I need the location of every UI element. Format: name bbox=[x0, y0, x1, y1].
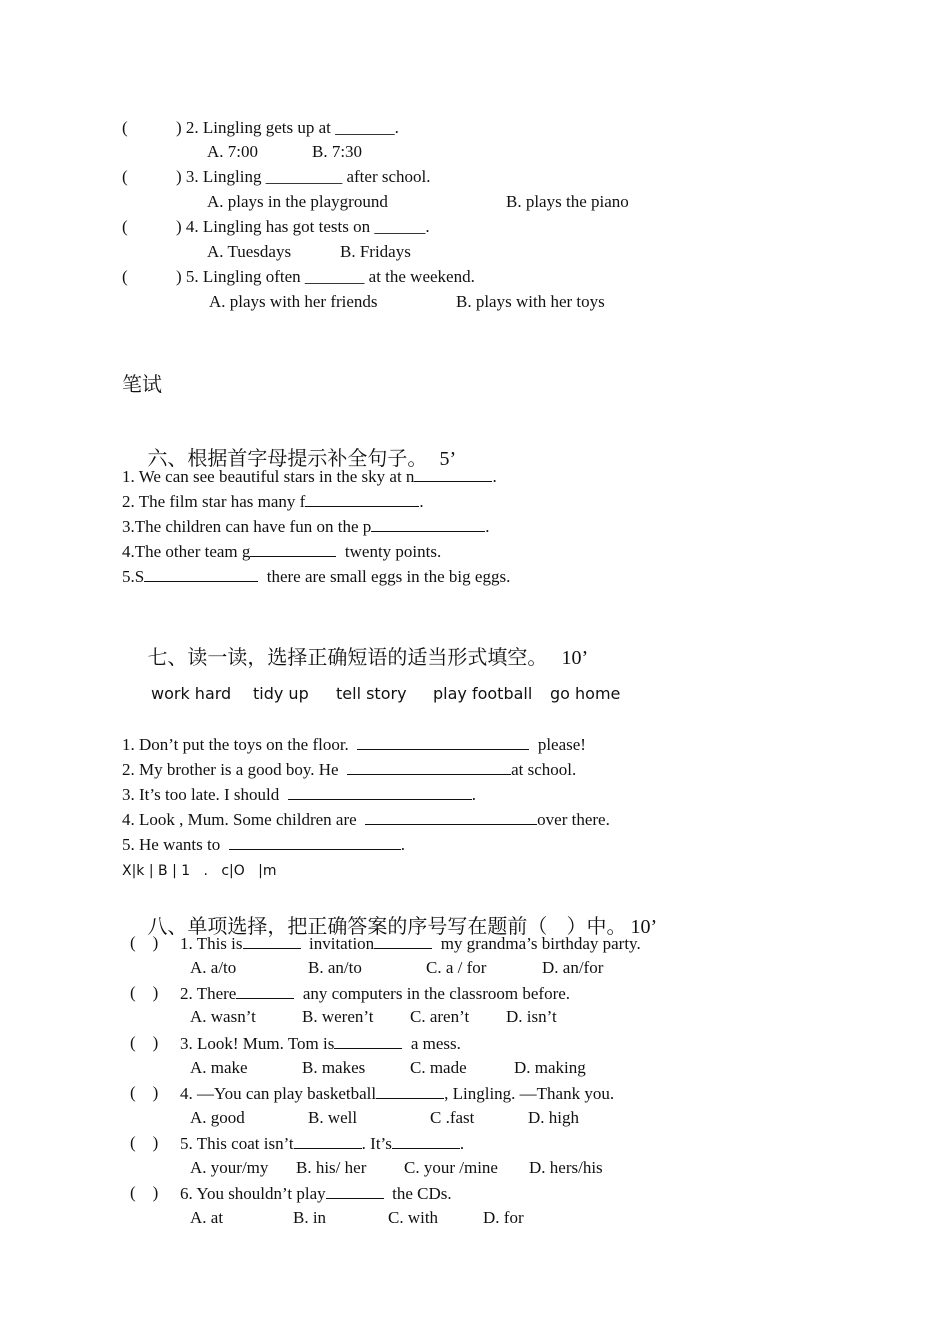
fill-item bbox=[122, 491, 424, 512]
question-text: ) 4. Lingling has got tests on ______. bbox=[176, 217, 430, 236]
option: D. hers/his bbox=[529, 1158, 603, 1177]
answer-blank bbox=[326, 1183, 384, 1199]
item-text: 2. The film star has many f bbox=[122, 492, 306, 511]
item-end: over there. bbox=[537, 810, 610, 829]
answer-paren: ( bbox=[122, 267, 128, 286]
option: B. an/to bbox=[308, 958, 362, 977]
question-text: 1. This is invitation my grandma’s birthday party. bbox=[180, 934, 641, 953]
option: B. makes bbox=[302, 1058, 366, 1077]
question-text: 6. You shouldn’t play the CDs. bbox=[180, 1184, 452, 1203]
answer-paren: ( bbox=[122, 118, 128, 137]
question-text: 3. Look! Mum. Tom is a mess. bbox=[180, 1034, 461, 1053]
section-points: 5’ bbox=[439, 448, 457, 470]
fill-item bbox=[122, 809, 610, 830]
answer-blank[interactable] bbox=[288, 784, 472, 800]
answer-blank[interactable] bbox=[414, 466, 492, 482]
option: D. isn’t bbox=[506, 1007, 557, 1026]
answer-paren[interactable]: ( ) bbox=[130, 1133, 159, 1152]
question-text: 5. This coat isn’t . It’s . bbox=[180, 1134, 465, 1153]
option: C. a / for bbox=[426, 958, 487, 977]
item-end: twenty points. bbox=[336, 542, 442, 561]
answer-paren[interactable]: ( ) bbox=[130, 1033, 159, 1052]
option: C. with bbox=[388, 1208, 439, 1227]
answer-blank[interactable] bbox=[365, 809, 537, 825]
answer-blank[interactable] bbox=[347, 759, 511, 775]
fill-item bbox=[122, 541, 441, 562]
answer-blank[interactable] bbox=[250, 541, 336, 557]
item-text: 5.S bbox=[122, 567, 145, 586]
item-text: 2. My brother is a good boy. He bbox=[122, 760, 348, 779]
option: B. in bbox=[293, 1208, 327, 1227]
option-a: A. 7:00 bbox=[207, 142, 258, 161]
phrase: go home bbox=[550, 684, 621, 703]
section-points: 10’ bbox=[561, 647, 589, 669]
option: D. for bbox=[483, 1208, 524, 1227]
answer-blank[interactable] bbox=[357, 734, 529, 750]
answer-blank bbox=[392, 1133, 460, 1149]
answer-blank[interactable] bbox=[371, 516, 485, 532]
fill-item bbox=[122, 566, 510, 587]
option-b: B. plays the piano bbox=[506, 192, 629, 211]
question-text: ) 2. Lingling gets up at _______. bbox=[176, 118, 399, 137]
item-end: . bbox=[471, 785, 476, 804]
option: B. his/ her bbox=[296, 1158, 367, 1177]
section-title-text: 八、单项选择，把正确答案的序号写在题前（ ）中。 bbox=[147, 914, 627, 938]
item-text: 4.The other team g bbox=[122, 542, 251, 561]
option-a: A. plays with her friends bbox=[209, 292, 378, 311]
item-text: 3. It’s too late. I should bbox=[122, 785, 288, 804]
option: D. making bbox=[514, 1058, 586, 1077]
answer-blank[interactable] bbox=[229, 834, 401, 850]
option: B. weren’t bbox=[302, 1007, 374, 1026]
option-b: B. Fridays bbox=[340, 242, 411, 261]
option: C. your /mine bbox=[404, 1158, 498, 1177]
answer-blank bbox=[243, 933, 301, 949]
item-end: there are small eggs in the big eggs. bbox=[258, 567, 511, 586]
section-points: 10’ bbox=[630, 916, 658, 938]
answer-blank bbox=[294, 1133, 362, 1149]
item-text: 1. Don’t put the toys on the floor. bbox=[122, 735, 358, 754]
answer-blank bbox=[376, 1083, 444, 1099]
option: C. aren’t bbox=[410, 1007, 470, 1026]
watermark-text: X|k | B | 1 . c|O |m bbox=[122, 863, 277, 879]
fill-item bbox=[122, 516, 490, 537]
written-test-title: 笔试 bbox=[122, 372, 162, 396]
item-end: . bbox=[485, 517, 490, 536]
option: B. well bbox=[308, 1108, 358, 1127]
section-title-text: 七、读一读，选择正确短语的适当形式填空。 bbox=[147, 645, 548, 669]
answer-paren[interactable]: ( ) bbox=[130, 1183, 159, 1202]
answer-paren[interactable]: ( ) bbox=[130, 933, 159, 952]
option: D. high bbox=[528, 1108, 579, 1127]
option-a: A. plays in the playground bbox=[207, 192, 388, 211]
option: A. at bbox=[190, 1208, 224, 1227]
item-end: at school. bbox=[511, 760, 577, 779]
option: C. made bbox=[410, 1058, 467, 1077]
answer-blank bbox=[236, 983, 294, 999]
option: C .fast bbox=[430, 1108, 475, 1127]
option: A. wasn’t bbox=[190, 1007, 256, 1026]
fill-item bbox=[122, 466, 497, 487]
option-a: A. Tuesdays bbox=[207, 242, 292, 261]
answer-blank[interactable] bbox=[144, 566, 258, 582]
phrase: tell story bbox=[336, 684, 407, 703]
question-text: 2. There any computers in the classroom before. bbox=[180, 984, 571, 1003]
item-end: . bbox=[419, 492, 424, 511]
phrase: work hard bbox=[151, 684, 232, 703]
item-text: 5. He wants to bbox=[122, 835, 229, 854]
item-end: . bbox=[400, 835, 405, 854]
answer-paren[interactable]: ( ) bbox=[130, 1083, 159, 1102]
question-text: ) 3. Lingling _________ after school. bbox=[176, 167, 431, 186]
option-b: B. plays with her toys bbox=[456, 292, 605, 311]
option-b: B. 7:30 bbox=[312, 142, 363, 161]
answer-blank bbox=[334, 1033, 402, 1049]
option: A. your/my bbox=[190, 1158, 269, 1177]
option: A. make bbox=[190, 1058, 248, 1077]
item-text: 4. Look , Mum. Some children are bbox=[122, 810, 366, 829]
option: A. good bbox=[190, 1108, 245, 1127]
answer-paren: ( bbox=[122, 217, 128, 236]
option: D. an/for bbox=[542, 958, 604, 977]
answer-blank bbox=[374, 933, 432, 949]
question-text: ) 5. Lingling often _______ at the weekend. bbox=[176, 267, 475, 286]
fill-item bbox=[122, 784, 476, 805]
item-text: 1. We can see beautiful stars in the sky at n bbox=[122, 467, 415, 486]
answer-paren: ( bbox=[122, 167, 128, 186]
phrase: play football bbox=[433, 684, 533, 703]
item-text: 3.The children can have fun on the p bbox=[122, 517, 372, 536]
answer-paren[interactable]: ( ) bbox=[130, 983, 159, 1002]
item-end: please! bbox=[529, 735, 586, 754]
phrase: tidy up bbox=[253, 684, 309, 703]
fill-item bbox=[122, 834, 405, 855]
option: A. a/to bbox=[190, 958, 237, 977]
section-title-text: 六、根据首字母提示补全句子。 bbox=[147, 446, 428, 470]
answer-blank[interactable] bbox=[305, 491, 419, 507]
fill-item bbox=[122, 734, 586, 755]
question-text: 4. —You can play basketball , Lingling. —Thank you. bbox=[180, 1084, 615, 1103]
fill-item bbox=[122, 759, 576, 780]
item-end: . bbox=[492, 467, 497, 486]
